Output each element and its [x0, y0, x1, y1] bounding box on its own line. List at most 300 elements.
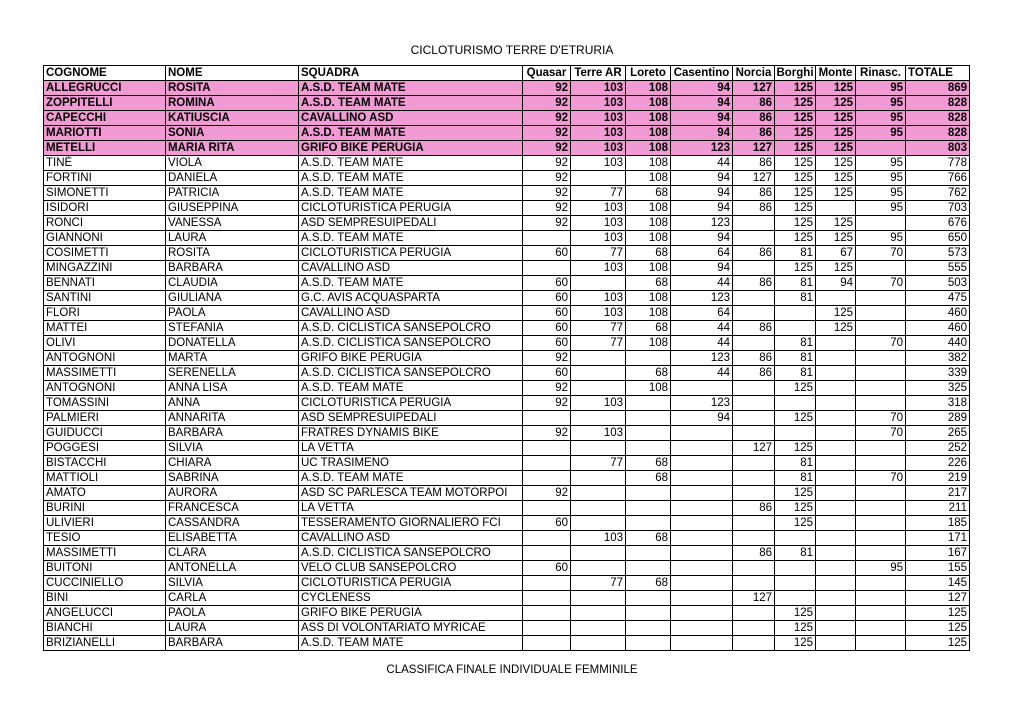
cell-terre-ar: [571, 411, 626, 426]
cell-totale: 703: [906, 201, 970, 216]
cell-casentino: 94: [671, 201, 733, 216]
cell-squadra: ASD SC PARLESCA TEAM MOTORPOI: [299, 486, 523, 501]
cell-rinasc: 70: [856, 411, 906, 426]
cell-terre-ar: 103: [571, 96, 626, 111]
header-row: [44, 66, 970, 81]
table-row: [44, 126, 970, 141]
cell-loreto: [626, 411, 671, 426]
cell-monte: 125: [816, 261, 856, 276]
cell-monte: 125: [816, 126, 856, 141]
cell-terre-ar: [571, 381, 626, 396]
cell-casentino: 123: [671, 351, 733, 366]
cell-terre-ar: 103: [571, 306, 626, 321]
cell-squadra: TESSERAMENTO GIORNALIERO FCI: [299, 516, 523, 531]
cell-totale: 185: [906, 516, 970, 531]
cell-loreto: 108: [626, 141, 671, 156]
cell-squadra: CAVALLINO ASD: [299, 111, 523, 126]
cell-norcia: [733, 561, 775, 576]
cell-totale: 265: [906, 426, 970, 441]
cell-casentino: 123: [671, 141, 733, 156]
cell-borghi: [775, 306, 816, 321]
cell-loreto: 108: [626, 156, 671, 171]
table-row: [44, 411, 970, 426]
cell-cognome: BINI: [44, 591, 166, 606]
cell-rinasc: [856, 396, 906, 411]
cell-totale: 555: [906, 261, 970, 276]
cell-casentino: 64: [671, 306, 733, 321]
table-row: [44, 561, 970, 576]
cell-borghi: 81: [775, 366, 816, 381]
cell-cognome: COSIMETTI: [44, 246, 166, 261]
cell-rinasc: [856, 216, 906, 231]
cell-totale: 676: [906, 216, 970, 231]
cell-monte: 67: [816, 246, 856, 261]
cell-quasar: 92: [523, 351, 571, 366]
cell-cognome: PALMIERI: [44, 411, 166, 426]
cell-cognome: ULIVIERI: [44, 516, 166, 531]
cell-nome: SABRINA: [166, 471, 299, 486]
cell-cognome: AMATO: [44, 486, 166, 501]
cell-terre-ar: [571, 561, 626, 576]
cell-squadra: A.S.D. TEAM MATE: [299, 231, 523, 246]
cell-rinasc: [856, 441, 906, 456]
cell-quasar: 92: [523, 156, 571, 171]
cell-norcia: 86: [733, 96, 775, 111]
cell-terre-ar: 103: [571, 141, 626, 156]
cell-nome: SONIA: [166, 126, 299, 141]
cell-casentino: [671, 501, 733, 516]
cell-cognome: ZOPPITELLI: [44, 96, 166, 111]
cell-nome: PAOLA: [166, 606, 299, 621]
cell-squadra: UC TRASIMENO: [299, 456, 523, 471]
cell-quasar: 60: [523, 306, 571, 321]
col-header-squadra: SQUADRA: [299, 66, 523, 81]
table-row: [44, 351, 970, 366]
cell-borghi: 125: [775, 81, 816, 96]
cell-rinasc: [856, 621, 906, 636]
cell-cognome: BISTACCHI: [44, 456, 166, 471]
cell-totale: 573: [906, 246, 970, 261]
cell-nome: BARBARA: [166, 636, 299, 651]
cell-loreto: [626, 606, 671, 621]
cell-monte: 125: [816, 141, 856, 156]
cell-norcia: [733, 306, 775, 321]
cell-quasar: 60: [523, 291, 571, 306]
cell-totale: 171: [906, 531, 970, 546]
cell-cognome: TINÈ: [44, 156, 166, 171]
cell-squadra: CAVALLINO ASD: [299, 306, 523, 321]
cell-totale: 125: [906, 606, 970, 621]
cell-nome: ANNARITA: [166, 411, 299, 426]
cell-nome: CASSANDRA: [166, 516, 299, 531]
footer-caption: CLASSIFICA FINALE INDIVIDUALE FEMMINILE: [386, 664, 638, 676]
cell-quasar: [523, 261, 571, 276]
cell-quasar: [523, 591, 571, 606]
cell-norcia: 86: [733, 156, 775, 171]
cell-borghi: 125: [775, 231, 816, 246]
cell-rinasc: 70: [856, 336, 906, 351]
cell-quasar: 92: [523, 426, 571, 441]
cell-squadra: CYCLENESS: [299, 591, 523, 606]
cell-quasar: [523, 501, 571, 516]
cell-borghi: 81: [775, 246, 816, 261]
cell-totale: 869: [906, 81, 970, 96]
cell-totale: 828: [906, 111, 970, 126]
col-header-quasar: Quasar: [523, 66, 571, 81]
cell-cognome: GUIDUCCI: [44, 426, 166, 441]
col-header-monte: Monte: [816, 66, 856, 81]
cell-quasar: 60: [523, 516, 571, 531]
cell-monte: [816, 471, 856, 486]
cell-squadra: A.S.D. TEAM MATE: [299, 636, 523, 651]
cell-monte: [816, 351, 856, 366]
cell-nome: VIOLA: [166, 156, 299, 171]
cell-monte: [816, 411, 856, 426]
cell-norcia: 127: [733, 441, 775, 456]
cell-nome: PAOLA: [166, 306, 299, 321]
cell-quasar: [523, 231, 571, 246]
cell-casentino: [671, 381, 733, 396]
cell-squadra: ASD SEMPRESUIPEDALI: [299, 216, 523, 231]
cell-norcia: [733, 291, 775, 306]
cell-monte: [816, 366, 856, 381]
cell-borghi: [775, 576, 816, 591]
cell-squadra: FRATRES DYNAMIS BIKE: [299, 426, 523, 441]
cell-borghi: 125: [775, 441, 816, 456]
cell-casentino: [671, 441, 733, 456]
cell-borghi: 81: [775, 291, 816, 306]
cell-nome: ANNA: [166, 396, 299, 411]
cell-rinasc: 95: [856, 126, 906, 141]
cell-cognome: MATTIOLI: [44, 471, 166, 486]
cell-norcia: [733, 231, 775, 246]
cell-casentino: [671, 426, 733, 441]
cell-norcia: 86: [733, 276, 775, 291]
cell-totale: 803: [906, 141, 970, 156]
col-header-borghi: Borghi: [776, 67, 814, 79]
cell-rinasc: 95: [856, 171, 906, 186]
cell-casentino: 94: [671, 231, 733, 246]
cell-rinasc: [856, 591, 906, 606]
cell-borghi: [775, 591, 816, 606]
cell-loreto: 108: [626, 231, 671, 246]
cell-terre-ar: [571, 276, 626, 291]
table-row: [44, 426, 970, 441]
cell-loreto: 108: [626, 201, 671, 216]
cell-nome: PATRICIA: [166, 186, 299, 201]
col-header-cognome: COGNOME: [44, 66, 166, 81]
cell-norcia: 127: [733, 141, 775, 156]
cell-terre-ar: 103: [571, 81, 626, 96]
cell-casentino: 94: [671, 171, 733, 186]
table-row: [44, 186, 970, 201]
table-row: [44, 81, 970, 96]
cell-loreto: 108: [626, 96, 671, 111]
cell-terre-ar: 77: [571, 456, 626, 471]
cell-squadra: CICLOTURISTICA PERUGIA: [299, 246, 523, 261]
cell-casentino: [671, 636, 733, 651]
cell-rinasc: 95: [856, 201, 906, 216]
cell-norcia: [733, 471, 775, 486]
cell-borghi: 125: [775, 501, 816, 516]
cell-nome: LAURA: [166, 621, 299, 636]
cell-terre-ar: [571, 501, 626, 516]
cell-borghi: 125: [775, 636, 816, 651]
cell-squadra: GRIFO BIKE PERUGIA: [299, 141, 523, 156]
cell-rinasc: 70: [856, 471, 906, 486]
cell-totale: 766: [906, 171, 970, 186]
cell-cognome: CUCCINIELLO: [44, 576, 166, 591]
cell-borghi: 81: [775, 351, 816, 366]
cell-casentino: 44: [671, 156, 733, 171]
cell-quasar: 92: [523, 141, 571, 156]
cell-borghi: [775, 396, 816, 411]
cell-totale: 145: [906, 576, 970, 591]
cell-norcia: [733, 636, 775, 651]
cell-monte: [816, 291, 856, 306]
cell-quasar: [523, 456, 571, 471]
cell-loreto: [626, 636, 671, 651]
cell-casentino: 64: [671, 246, 733, 261]
cell-rinasc: [856, 261, 906, 276]
cell-monte: [816, 441, 856, 456]
cell-casentino: [671, 531, 733, 546]
cell-cognome: TOMASSINI: [44, 396, 166, 411]
cell-cognome: FLORI: [44, 306, 166, 321]
table-row: [44, 141, 970, 156]
cell-loreto: 68: [626, 471, 671, 486]
cell-rinasc: [856, 291, 906, 306]
table-row: [44, 576, 970, 591]
cell-rinasc: 70: [856, 276, 906, 291]
cell-rinasc: 95: [856, 231, 906, 246]
cell-casentino: 44: [671, 336, 733, 351]
cell-monte: 125: [816, 96, 856, 111]
cell-terre-ar: [571, 636, 626, 651]
cell-norcia: 86: [733, 501, 775, 516]
cell-squadra: A.S.D. CICLISTICA SANSEPOLCRO: [299, 366, 523, 381]
cell-loreto: 68: [626, 576, 671, 591]
cell-nome: ANNA LISA: [166, 381, 299, 396]
cell-rinasc: 70: [856, 426, 906, 441]
cell-nome: SILVIA: [166, 576, 299, 591]
cell-monte: [816, 456, 856, 471]
cell-monte: 94: [816, 276, 856, 291]
cell-monte: [816, 546, 856, 561]
cell-casentino: 123: [671, 396, 733, 411]
cell-squadra: CAVALLINO ASD: [299, 261, 523, 276]
cell-casentino: [671, 606, 733, 621]
cell-norcia: 86: [733, 246, 775, 261]
cell-nome: VANESSA: [166, 216, 299, 231]
cell-cognome: ISIDORI: [44, 201, 166, 216]
cell-borghi: 81: [775, 336, 816, 351]
cell-quasar: 92: [523, 111, 571, 126]
table-row: [44, 306, 970, 321]
cell-nome: AURORA: [166, 486, 299, 501]
cell-norcia: 86: [733, 366, 775, 381]
table-row: [44, 501, 970, 516]
table-row: [44, 336, 970, 351]
page-title: CICLOTURISMO TERRE D'ETRURIA: [410, 43, 614, 57]
cell-squadra: GRIFO BIKE PERUGIA: [299, 606, 523, 621]
cell-loreto: [626, 561, 671, 576]
cell-monte: [816, 621, 856, 636]
cell-squadra: A.S.D. TEAM MATE: [299, 471, 523, 486]
cell-loreto: 68: [626, 366, 671, 381]
cell-quasar: 60: [523, 246, 571, 261]
cell-cognome: RONCI: [44, 216, 166, 231]
cell-rinasc: 95: [856, 81, 906, 96]
cell-terre-ar: 103: [571, 396, 626, 411]
cell-loreto: 68: [626, 186, 671, 201]
cell-casentino: 44: [671, 321, 733, 336]
cell-quasar: 92: [523, 396, 571, 411]
cell-rinasc: 95: [856, 186, 906, 201]
cell-borghi: 125: [775, 516, 816, 531]
cell-cognome: ANTOGNONI: [44, 381, 166, 396]
cell-quasar: 60: [523, 276, 571, 291]
cell-loreto: 108: [626, 111, 671, 126]
cell-casentino: [671, 591, 733, 606]
cell-squadra: CAVALLINO ASD: [299, 531, 523, 546]
cell-totale: 460: [906, 306, 970, 321]
cell-borghi: 125: [775, 171, 816, 186]
cell-norcia: 127: [733, 81, 775, 96]
cell-cognome: MASSIMETTI: [44, 366, 166, 381]
cell-monte: [816, 336, 856, 351]
cell-quasar: [523, 636, 571, 651]
cell-terre-ar: 77: [571, 246, 626, 261]
cell-borghi: 125: [775, 411, 816, 426]
cell-squadra: CICLOTURISTICA PERUGIA: [299, 576, 523, 591]
cell-norcia: [733, 261, 775, 276]
cell-cognome: MINGAZZINI: [44, 261, 166, 276]
cell-squadra: ASD SEMPRESUIPEDALI: [299, 411, 523, 426]
table-row: [44, 546, 970, 561]
cell-norcia: [733, 336, 775, 351]
cell-cognome: ANTOGNONI: [44, 351, 166, 366]
cell-squadra: A.S.D. CICLISTICA SANSEPOLCRO: [299, 321, 523, 336]
cell-norcia: 86: [733, 126, 775, 141]
cell-cognome: MASSIMETTI: [44, 546, 166, 561]
cell-squadra: ASS DI VOLONTARIATO MYRICAE: [299, 621, 523, 636]
cell-totale: 217: [906, 486, 970, 501]
cell-totale: 339: [906, 366, 970, 381]
cell-terre-ar: [571, 351, 626, 366]
cell-norcia: [733, 576, 775, 591]
cell-casentino: 94: [671, 411, 733, 426]
cell-loreto: [626, 486, 671, 501]
table-row: [44, 201, 970, 216]
cell-squadra: A.S.D. TEAM MATE: [299, 171, 523, 186]
cell-nome: CARLA: [166, 591, 299, 606]
cell-loreto: 108: [626, 126, 671, 141]
cell-nome: FRANCESCA: [166, 501, 299, 516]
cell-rinasc: [856, 531, 906, 546]
cell-terre-ar: 103: [571, 426, 626, 441]
cell-rinasc: [856, 381, 906, 396]
cell-squadra: A.S.D. TEAM MATE: [299, 276, 523, 291]
cell-casentino: 94: [671, 81, 733, 96]
cell-totale: 125: [906, 636, 970, 651]
cell-loreto: 108: [626, 381, 671, 396]
cell-borghi: 125: [775, 186, 816, 201]
table-row: [44, 591, 970, 606]
cell-squadra: A.S.D. TEAM MATE: [299, 81, 523, 96]
table-row: [44, 396, 970, 411]
cell-loreto: [626, 621, 671, 636]
cell-monte: 125: [816, 306, 856, 321]
cell-loreto: [626, 591, 671, 606]
cell-monte: 125: [816, 321, 856, 336]
cell-casentino: [671, 486, 733, 501]
cell-rinasc: [856, 486, 906, 501]
cell-borghi: 125: [775, 156, 816, 171]
cell-norcia: 86: [733, 351, 775, 366]
cell-loreto: 68: [626, 531, 671, 546]
cell-cognome: BRIZIANELLI: [44, 636, 166, 651]
cell-casentino: [671, 471, 733, 486]
cell-borghi: 81: [775, 471, 816, 486]
cell-terre-ar: 77: [571, 321, 626, 336]
cell-quasar: 92: [523, 186, 571, 201]
cell-nome: STEFANIA: [166, 321, 299, 336]
cell-monte: 125: [816, 156, 856, 171]
table-row: [44, 621, 970, 636]
cell-borghi: 125: [775, 141, 816, 156]
col-header-nome: NOME: [166, 66, 299, 81]
cell-terre-ar: [571, 591, 626, 606]
cell-monte: [816, 606, 856, 621]
cell-squadra: CICLOTURISTICA PERUGIA: [299, 396, 523, 411]
cell-loreto: 68: [626, 246, 671, 261]
cell-terre-ar: 77: [571, 336, 626, 351]
cell-cognome: POGGESI: [44, 441, 166, 456]
cell-quasar: 92: [523, 126, 571, 141]
cell-rinasc: [856, 606, 906, 621]
cell-squadra: A.S.D. TEAM MATE: [299, 156, 523, 171]
cell-monte: 125: [816, 111, 856, 126]
cell-nome: ROMINA: [166, 96, 299, 111]
cell-norcia: 86: [733, 546, 775, 561]
cell-quasar: [523, 441, 571, 456]
cell-quasar: 92: [523, 201, 571, 216]
cell-nome: DONATELLA: [166, 336, 299, 351]
cell-terre-ar: [571, 606, 626, 621]
cell-totale: 475: [906, 291, 970, 306]
cell-norcia: [733, 411, 775, 426]
cell-totale: 828: [906, 126, 970, 141]
cell-norcia: [733, 486, 775, 501]
table-row: [44, 606, 970, 621]
cell-borghi: 125: [775, 126, 816, 141]
cell-squadra: GRIFO BIKE PERUGIA: [299, 351, 523, 366]
cell-nome: MARTA: [166, 351, 299, 366]
col-header-rinasc: Rinasc.: [856, 66, 906, 81]
table-row: [44, 531, 970, 546]
cell-norcia: [733, 621, 775, 636]
cell-norcia: [733, 426, 775, 441]
table-body: [44, 81, 970, 651]
cell-norcia: [733, 606, 775, 621]
cell-borghi: 125: [775, 216, 816, 231]
cell-rinasc: [856, 306, 906, 321]
cell-rinasc: 95: [856, 96, 906, 111]
cell-quasar: [523, 546, 571, 561]
cell-monte: 125: [816, 81, 856, 96]
cell-norcia: [733, 531, 775, 546]
